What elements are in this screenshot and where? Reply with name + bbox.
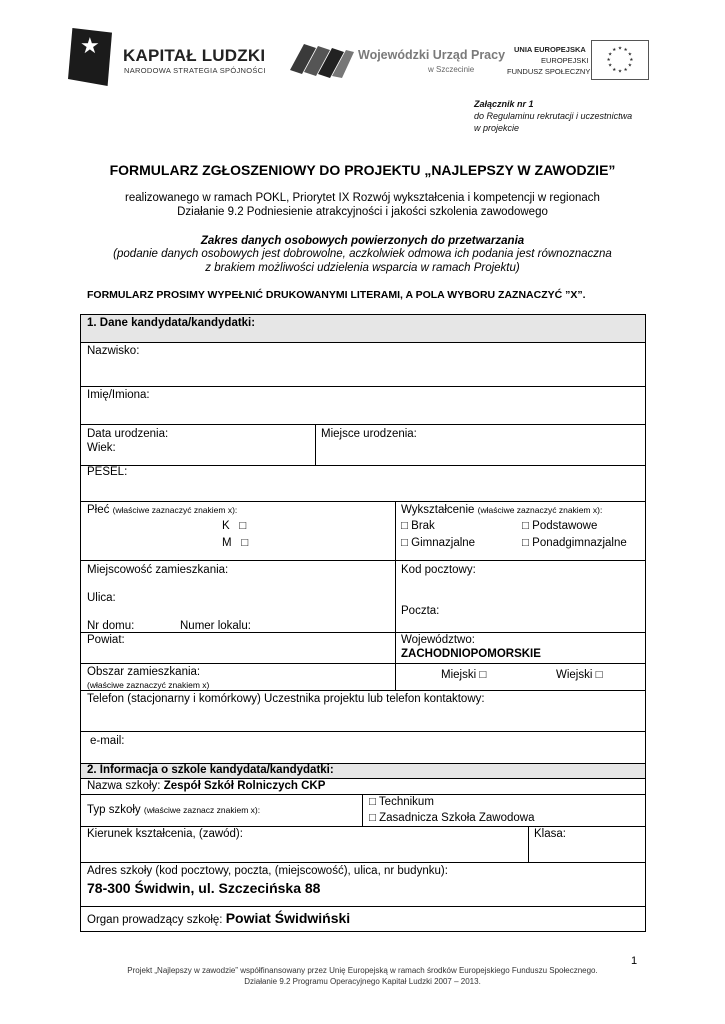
authority-row: [87, 910, 350, 926]
svg-text:★: ★: [612, 67, 617, 73]
edu-brak-checkbox[interactable]: □: [401, 520, 408, 532]
gender-label-row: [87, 504, 237, 516]
svg-text:★: ★: [617, 69, 623, 75]
footer-line2: Działanie 9.2 Programu Operacyjnego Kapitał Ludzki 2007 – 2013.: [244, 977, 481, 986]
edu-podstawowe-label: Podstawowe: [532, 520, 598, 532]
school-type-label: Typ szkoły: [87, 804, 141, 816]
county-label: Powiat:: [87, 634, 125, 646]
flat-no-label: Numer lokalu:: [180, 620, 251, 632]
wup-logo-icon: [286, 40, 354, 78]
surname-label: Nazwisko:: [87, 345, 140, 357]
annex-line2: do Regulaminu rekrutacji i uczestnictwa: [474, 111, 633, 121]
education-option-gimnazjalne[interactable]: [401, 537, 475, 549]
first-names-label: Imię/Imiona:: [87, 389, 150, 401]
school-address-value: 78-300 Świdwin, ul. Szczecińska 88: [87, 880, 321, 896]
wup-logo-subtitle: w Szczecinie: [428, 65, 475, 74]
class-label: Klasa:: [534, 828, 566, 840]
eu-flag-icon: [591, 40, 649, 80]
data-scope-line1: (podanie danych osobowych jest dobrowolne, aczkolwiek odmowa ich podania jest równoznaczna: [113, 248, 612, 260]
svg-text:★: ★: [627, 52, 633, 58]
page-number: 1: [631, 955, 638, 967]
education-note: (właściwe zaznaczyć znakiem x):: [477, 505, 603, 515]
eu-label-line2: EUROPEJSKI: [541, 56, 589, 65]
annex-note: [474, 98, 632, 134]
section1-heading: 1. Dane kandydata/kandydatki:: [87, 317, 256, 329]
school-name-label: Nazwa szkoły:: [87, 780, 161, 792]
kapital-ludzki-logo-subtitle: NARODOWA STRATEGIA SPÓJNOŚCI: [124, 66, 266, 75]
data-scope-heading: Zakres danych osobowych powierzonych do przetwarzania: [200, 235, 525, 247]
svg-text:★: ★: [607, 63, 613, 69]
age-label: Wiek:: [87, 442, 116, 454]
svg-text:★: ★: [629, 57, 634, 63]
voivodeship-value: ZACHODNIOPOMORSKIE: [401, 648, 541, 660]
education-option-ponadgimnazjalne[interactable]: [522, 537, 627, 549]
voivodeship-label: Województwo:: [401, 634, 475, 646]
gender-m-checkbox[interactable]: □: [241, 537, 249, 549]
star-icon: ★: [80, 34, 100, 59]
svg-text:★: ★: [607, 52, 613, 58]
gender-k-label: K: [222, 520, 230, 532]
form-subtitle-line1: realizowanego w ramach POKL, Priorytet IX Rozwój wykształcenia i kompetencji w regionach: [125, 192, 600, 204]
svg-text:★: ★: [623, 67, 628, 73]
email-label: e-mail:: [90, 735, 125, 747]
education-option-brak[interactable]: [401, 520, 435, 532]
form-title: FORMULARZ ZGŁOSZENIOWY DO PROJEKTU „NAJLEPSZY W ZAWODZIE”: [109, 162, 616, 178]
data-scope-line2: z brakiem możliwości udzielenia wsparcia w ramach Projektu): [205, 262, 520, 274]
gender-note: (właściwe zaznaczyć znakiem x):: [112, 505, 238, 515]
edu-gimnazjalne-label: Gimnazjalne: [411, 537, 476, 549]
education-option-podstawowe[interactable]: [522, 520, 597, 532]
gender-option-k[interactable]: [222, 520, 246, 532]
post-office-label: Poczta:: [401, 605, 440, 617]
area-note: (właściwe zaznaczyć znakiem x): [87, 680, 210, 690]
svg-text:★: ★: [623, 48, 628, 54]
annex-title: Załącznik nr 1: [474, 99, 534, 109]
area-urban-option[interactable]: Miejski □: [441, 669, 487, 681]
house-no-label: Nr domu:: [87, 620, 135, 632]
birth-date-label: Data urodzenia:: [87, 428, 169, 440]
footer-line1: Projekt „Najlepszy w zawodzie” współfinansowany przez Unię Europejską w ramach środków Europejskiego Funduszu Społecznego.: [127, 966, 598, 975]
phone-label: Telefon (stacjonarny i komórkowy) Uczestnika projektu lub telefon kontaktowy:: [87, 693, 485, 705]
svg-text:★: ★: [612, 48, 617, 54]
gender-m-label: M: [222, 537, 232, 549]
eu-label-line1: UNIA EUROPEJSKA: [514, 45, 586, 54]
school-name-value: Zespół Szkół Rolniczych CKP: [163, 780, 326, 792]
gender-option-m[interactable]: [222, 537, 248, 549]
annex-line3: w projekcie: [474, 123, 520, 133]
svg-text:★: ★: [606, 57, 611, 63]
area-label: Obszar zamieszkania:: [87, 666, 201, 678]
edu-ponadgimnazjalne-checkbox[interactable]: □: [522, 537, 529, 549]
school-type-note: (właściwe zaznacz znakiem x):: [143, 805, 261, 815]
school-address-label: Adres szkoły (kod pocztowy, poczta, (miejscowość), ulica, nr budynku):: [87, 865, 448, 877]
eu-label-line3: FUNDUSZ SPOŁECZNY: [507, 67, 591, 76]
kapital-ludzki-logo-title: KAPITAŁ LUDZKI: [123, 46, 266, 65]
edu-gimnazjalne-checkbox[interactable]: □: [401, 537, 408, 549]
edu-podstawowe-checkbox[interactable]: □: [522, 520, 529, 532]
street-label: Ulica:: [87, 592, 116, 604]
gender-k-checkbox[interactable]: □: [239, 520, 247, 532]
svg-text:★: ★: [627, 63, 633, 69]
fill-instruction: FORMULARZ PROSIMY WYPEŁNIĆ DRUKOWANYMI LITERAMI, A POLA WYBORU ZAZNACZYĆ ”X”.: [87, 289, 586, 301]
school-type-row: [87, 804, 260, 816]
wup-logo-title: Wojewódzki Urząd Pracy: [358, 48, 506, 62]
edu-brak-label: Brak: [411, 520, 435, 532]
section2-heading: 2. Informacja o szkole kandydata/kandydatki:: [87, 764, 334, 776]
education-label: Wykształcenie: [401, 504, 475, 516]
school-type-zasadnicza-option[interactable]: □ Zasadnicza Szkoła Zawodowa: [369, 812, 535, 824]
postal-code-label: Kod pocztowy:: [401, 564, 476, 576]
gender-label: Płeć: [87, 504, 110, 516]
school-name-row: [87, 780, 325, 792]
authority-label: Organ prowadzący szkołę:: [87, 914, 223, 926]
edu-ponadgimnazjalne-label: Ponadgimnazjalne: [532, 537, 627, 549]
pesel-label: PESEL:: [87, 466, 128, 478]
education-label-row: [401, 504, 602, 516]
authority-value: Powiat Świdwiński: [225, 910, 351, 926]
svg-text:★: ★: [617, 46, 623, 52]
birth-place-label: Miejsce urodzenia:: [321, 428, 417, 440]
city-label: Miejscowość zamieszkania:: [87, 564, 229, 576]
school-type-technikum-option[interactable]: □ Technikum: [369, 796, 434, 808]
direction-label: Kierunek kształcenia, (zawód):: [87, 828, 243, 840]
area-rural-option[interactable]: Wiejski □: [556, 669, 603, 681]
form-subtitle-line2: Działanie 9.2 Podniesienie atrakcyjności i jakości szkolenia zawodowego: [177, 206, 548, 218]
